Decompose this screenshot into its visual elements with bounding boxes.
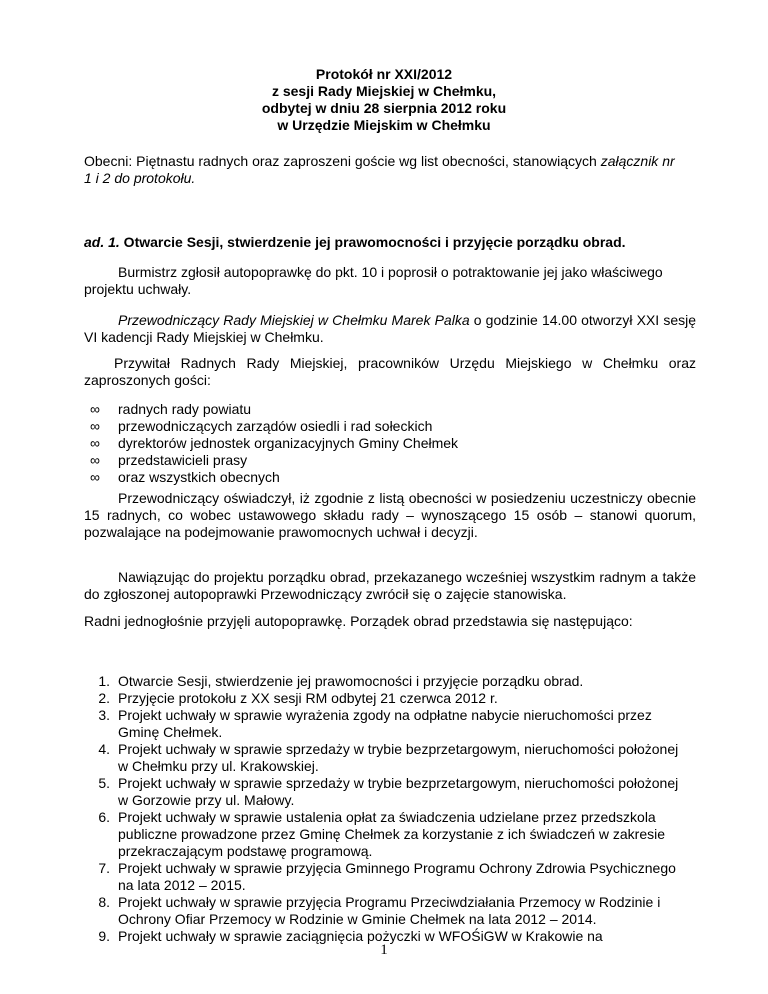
page-number: 1 <box>380 942 388 958</box>
document-title <box>0 66 768 134</box>
list-item: ∞ przedstawicieli prasy <box>90 452 248 468</box>
paragraph-autopoprawka: Burmistrz zgłosił autopoprawkę do pkt. 10 i poprosił o potraktowanie jej jako właściwego projektu uchwały. <box>84 264 663 297</box>
agenda-list <box>84 673 696 945</box>
list-item: 6. Projekt uchwały w sprawie ustalenia opłat za świadczenia udzielane przez przedszkola publiczne prowadzone przez Gminę Chełmek za korzystanie z ich świadczeń w zakresie przekraczającym podstawę programową. <box>84 809 696 860</box>
item-number: 4. <box>98 741 110 757</box>
section-heading <box>84 234 696 251</box>
bullet-icon: ∞ <box>90 401 100 417</box>
paragraph-opening <box>84 312 696 346</box>
attendance-paragraph <box>84 153 684 187</box>
item-number: 8. <box>98 894 110 910</box>
paragraph-greeting: Przywitał Radnych Rady Miejskiej, pracowników Urzędu Miejskiego w Chełmku oraz zaproszonych gości: <box>84 355 696 388</box>
list-item: 1. Otwarcie Sesji, stwierdzenie jej prawomocności i przyjęcie porządku obrad. <box>84 673 696 690</box>
list-item: 9. Projekt uchwały w sprawie zaciągnięcia pożyczki w WFOŚiGW w Krakowie na <box>84 928 696 945</box>
item-number: 5. <box>98 775 110 791</box>
bullet-icon: ∞ <box>90 435 100 451</box>
title-line-4: w Urzędzie Miejskim w Chełmku <box>277 117 491 133</box>
list-item: 7. Projekt uchwały w sprawie przyjęcia Gminnego Programu Ochrony Zdrowia Psychicznego na lata 2012 – 2015. <box>84 860 696 894</box>
item-number: 7. <box>98 860 110 876</box>
list-item: ∞ dyrektorów jednostek organizacyjnych Gminy Chełmek <box>90 435 459 451</box>
list-item: 2. Przyjęcie protokołu z XX sesji RM odbytej 21 czerwca 2012 r. <box>84 690 696 707</box>
guest-list <box>84 401 664 486</box>
list-item: 4. Projekt uchwały w sprawie sprzedaży w trybie bezprzetargowym, nieruchomości położonej w Chełmku przy ul. Krakowskiej. <box>84 741 696 775</box>
attendance-attachment: załącznik nr 1 i 2 do protokołu. <box>84 153 675 186</box>
bullet-icon: ∞ <box>90 418 100 434</box>
attendance-text: Obecni: Piętnastu radnych oraz zaproszeni goście wg list obecności, stanowiących <box>84 153 601 169</box>
title-line-2: z sesji Rady Miejskiej w Chełmku, <box>271 83 497 99</box>
list-item: 8. Projekt uchwały w sprawie przyjęcia Programu Przeciwdziałania Przemocy w Rodzinie i Ochrony Ofiar Przemocy w Rodzinie w Gminie Chełmek na lata 2012 – 2014. <box>84 894 696 928</box>
list-item: ∞ przewodniczących zarządów osiedli i rad sołeckich <box>90 418 433 434</box>
item-number: 2. <box>98 690 110 706</box>
item-number: 9. <box>98 928 110 944</box>
paragraph-agenda-intro: Nawiązując do projektu porządku obrad, przekazanego wcześniej wszystkim radnym a także do zgłoszonej autopoprawki Przewodniczący zwrócił się o zajęcie stanowiska. <box>84 569 696 602</box>
opening-text: o godzinie 14.00 otworzył XXI sesję VI kadencji Rady Miejskiej w Chełmku. <box>84 312 696 345</box>
item-number: 6. <box>98 809 110 825</box>
paragraph-quorum: Przewodniczący oświadczył, iż zgodnie z listą obecności w posiedzeniu uczestniczy obecnie 15 radnych, co wobec ustawowego składu rady – wynoszącego 15 osób – stanowi quorum, pozwalające na podejmowanie prawomocnych uchwał i decyzji. <box>84 490 696 540</box>
title-line-3: odbytej w dniu 28 sierpnia 2012 roku <box>261 100 507 116</box>
list-item: 5. Projekt uchwały w sprawie sprzedaży w trybie bezprzetargowym, nieruchomości położonej w Gorzowie przy ul. Małowy. <box>84 775 696 809</box>
bullet-icon: ∞ <box>90 452 100 468</box>
section-title: Otwarcie Sesji, stwierdzenie jej prawomocności i przyjęcie porządku obrad. <box>119 234 626 250</box>
item-number: 3. <box>98 707 110 723</box>
item-number: 1. <box>98 673 110 689</box>
paragraph-agenda-accepted: Radni jednogłośnie przyjęli autopoprawkę. Porządek obrad przedstawia się następująco: <box>84 613 633 629</box>
list-item: ∞ oraz wszystkich obecnych <box>90 469 280 485</box>
list-item: 3. Projekt uchwały w sprawie wyrażenia zgody na odpłatne nabycie nieruchomości przez Gminę Chełmek. <box>84 707 696 741</box>
bullet-icon: ∞ <box>90 469 100 485</box>
chairman-name: Przewodniczący Rady Miejskiej w Chełmku Marek Palka <box>118 312 470 328</box>
list-item: ∞ radnych rady powiatu <box>90 401 252 417</box>
section-prefix: ad. 1. <box>84 234 120 250</box>
title-line-1: Protokół nr XXI/2012 <box>315 66 453 82</box>
